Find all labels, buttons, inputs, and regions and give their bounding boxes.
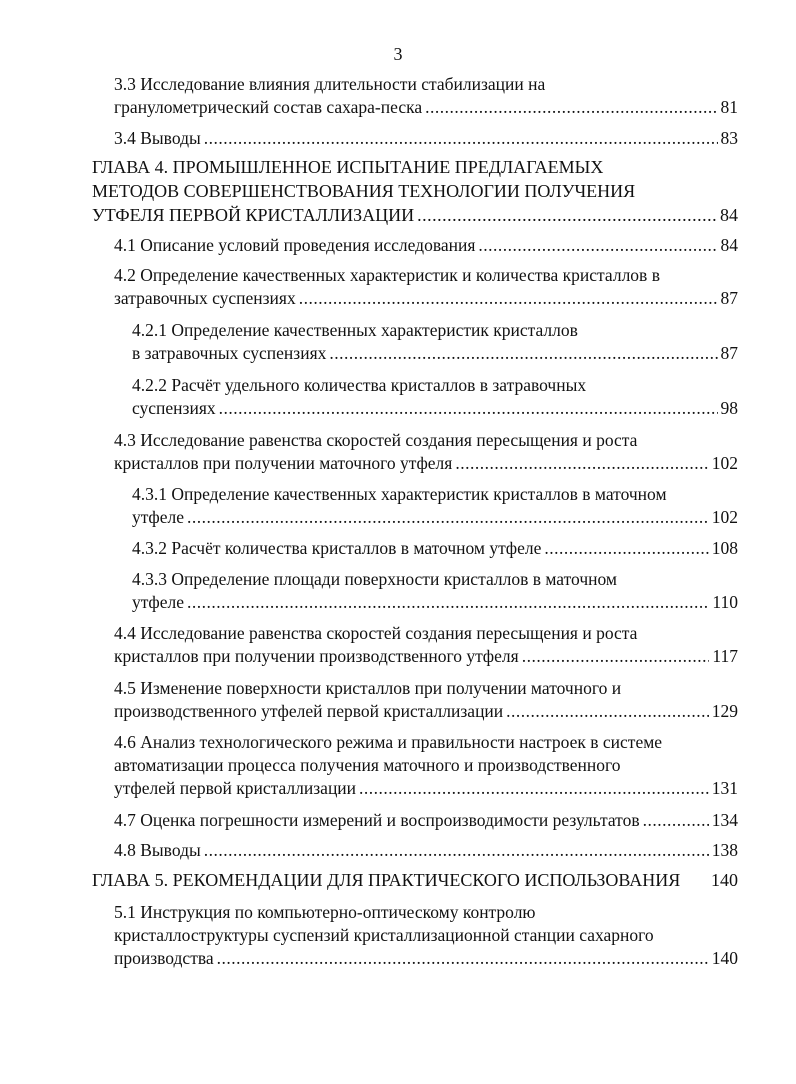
toc-entry-title: суспензиях: [132, 398, 216, 418]
toc-entry-title: ГЛАВА 5. РЕКОМЕНДАЦИИ ДЛЯ ПРАКТИЧЕСКОГО ИСПОЛЬЗОВАНИЯ: [92, 870, 681, 890]
toc-entry-line: автоматизации процесса получения маточного и производственного: [114, 755, 621, 775]
toc-entry-4-1[interactable]: [114, 234, 738, 257]
toc-entry-last-line: [132, 537, 738, 560]
toc-entry-last-line: [114, 809, 738, 832]
toc-entry-line: 3.3 Исследование влияния длительности стабилизации на: [114, 74, 546, 94]
toc-entry-title: гранулометрический состав сахара-песка: [114, 97, 423, 117]
dot-leader: [299, 287, 718, 310]
toc-entry-4-7[interactable]: [114, 809, 738, 832]
toc-page-number: 129: [711, 701, 738, 721]
toc-page-number: 134: [711, 810, 738, 830]
dot-leader: [219, 397, 718, 420]
toc-page-number: 87: [720, 343, 738, 363]
toc-entry-line: 4.3 Исследование равенства скоростей создания пересыщения и роста: [114, 430, 638, 450]
toc-entry-title: затравочных суспензиях: [114, 288, 296, 308]
dot-leader: [359, 777, 709, 800]
toc-page-number: 83: [720, 128, 738, 148]
toc-entry-4-3-2[interactable]: [132, 537, 738, 560]
dot-leader: [204, 127, 718, 150]
toc-entry-line: 4.2.2 Расчёт удельного количества кристаллов в затравочных: [132, 375, 587, 395]
toc-entry-line: 4.4 Исследование равенства скоростей создания пересыщения и роста: [114, 623, 638, 643]
toc-entry-last-line: [114, 700, 738, 723]
toc-entry-last-line: [114, 127, 738, 150]
toc-entry-title: производства: [114, 948, 214, 968]
toc-chapter-4[interactable]: [92, 155, 738, 227]
toc-page-number: 140: [711, 948, 738, 968]
dot-leader: [478, 234, 717, 257]
dot-leader: [455, 452, 708, 475]
toc-entry-title: 3.4 Выводы: [114, 128, 201, 148]
toc-entry-title: утфеле: [132, 507, 185, 527]
toc-entry-4-6[interactable]: [114, 731, 738, 800]
dot-leader: [506, 700, 709, 723]
dot-leader: [417, 203, 717, 227]
dot-leader: [522, 645, 710, 668]
toc-entry-line: МЕТОДОВ СОВЕРШЕНСТВОВАНИЯ ТЕХНОЛОГИИ ПОЛУЧЕНИЯ: [92, 181, 636, 201]
dot-leader: [544, 537, 708, 560]
dot-leader: [425, 96, 717, 119]
toc-entry-line: 4.2 Определение качественных характеристик и количества кристаллов в: [114, 265, 660, 285]
toc-entry-last-line: [114, 96, 738, 119]
toc-chapter-5[interactable]: [92, 868, 738, 892]
toc-page-number: 108: [711, 538, 738, 558]
dot-leader: [187, 591, 709, 614]
toc-entry-last-line: [92, 203, 738, 227]
toc-entry-line: 5.1 Инструкция по компьютерно-оптическому контролю: [114, 902, 536, 922]
toc-entry-title: 4.3.2 Расчёт количества кристаллов в маточном утфеле: [132, 538, 542, 558]
toc-entry-last-line: [132, 397, 738, 420]
toc-entry-title: производственного утфелей первой кристаллизации: [114, 701, 504, 721]
toc-entry-4-4[interactable]: [114, 622, 738, 668]
toc-entry-line: кристаллоструктуры суспензий кристаллизационной станции сахарного: [114, 925, 654, 945]
toc-entry-4-3-1[interactable]: [132, 483, 738, 529]
toc-page-number: 84: [720, 235, 738, 255]
toc-page-number: 81: [720, 97, 738, 117]
toc-entry-last-line: [114, 234, 738, 257]
toc-entry-last-line: [114, 452, 738, 475]
toc-page-number: 102: [711, 453, 738, 473]
toc-entry-last-line: [114, 947, 738, 970]
toc-entry-last-line: [114, 645, 738, 668]
dot-leader: [643, 809, 709, 832]
toc-page-number: 84: [720, 205, 738, 225]
toc-entry-line: ГЛАВА 4. ПРОМЫШЛЕННОЕ ИСПЫТАНИЕ ПРЕДЛАГАЕМЫХ: [92, 157, 604, 177]
toc-page-number: 98: [720, 398, 738, 418]
toc-entry-last-line: [92, 868, 738, 892]
toc-entry-title: 4.7 Оценка погрешности измерений и воспроизводимости результатов: [114, 810, 640, 830]
dot-leader: [217, 947, 709, 970]
toc-entry-title: кристаллов при получении маточного утфеля: [114, 453, 453, 473]
toc-page-number: 131: [711, 778, 738, 798]
toc-entry-title: в затравочных суспензиях: [132, 343, 327, 363]
toc-entry-last-line: [114, 777, 738, 800]
toc-entry-4-5[interactable]: [114, 677, 738, 723]
dot-leader: [204, 839, 709, 862]
toc-entry-title: утфелей первой кристаллизации: [114, 778, 357, 798]
page-number: 3: [393, 44, 403, 64]
toc-entry-4-8[interactable]: [114, 839, 738, 862]
toc-entry-3-4[interactable]: [114, 127, 738, 150]
toc-entry-last-line: [132, 591, 738, 614]
toc-entry-4-2[interactable]: [114, 264, 738, 310]
toc-entry-5-1[interactable]: [114, 901, 738, 970]
toc-entry-line: 4.2.1 Определение качественных характеристик кристаллов: [132, 320, 578, 340]
toc-entry-last-line: [132, 342, 738, 365]
toc-entry-last-line: [132, 506, 738, 529]
toc-entry-line: 4.5 Изменение поверхности кристаллов при получении маточного и: [114, 678, 622, 698]
toc-entry-line: 4.3.1 Определение качественных характеристик кристаллов в маточном: [132, 484, 667, 504]
toc-page-number: 138: [711, 840, 738, 860]
toc-entry-title: утфеле: [132, 592, 185, 612]
toc-page-number: 87: [720, 288, 738, 308]
toc-entry-title: кристаллов при получении производственного утфеля: [114, 646, 519, 666]
toc-entry-line: 4.6 Анализ технологического режима и правильности настроек в системе: [114, 732, 663, 752]
toc-page-number: 117: [712, 646, 738, 666]
toc-page-number: 102: [711, 507, 738, 527]
toc-entry-4-2-1[interactable]: [132, 319, 738, 365]
toc-entry-line: 4.3.3 Определение площади поверхности кристаллов в маточном: [132, 569, 617, 589]
toc-entry-title: 4.1 Описание условий проведения исследования: [114, 235, 476, 255]
toc-entry-4-3-3[interactable]: [132, 568, 738, 614]
toc-entry-4-2-2[interactable]: [132, 374, 738, 420]
toc-entry-title: УТФЕЛЯ ПЕРВОЙ КРИСТАЛЛИЗАЦИИ: [92, 205, 415, 225]
toc-page-number: 140: [711, 870, 738, 890]
dot-leader: [329, 342, 717, 365]
toc-entry-last-line: [114, 839, 738, 862]
toc-entry-title: 4.8 Выводы: [114, 840, 201, 860]
toc-entry-last-line: [114, 287, 738, 310]
toc-entry-3-3[interactable]: [114, 73, 738, 119]
dot-leader: [187, 506, 709, 529]
toc-page-number: 110: [712, 592, 738, 612]
toc-entry-4-3[interactable]: [114, 429, 738, 475]
